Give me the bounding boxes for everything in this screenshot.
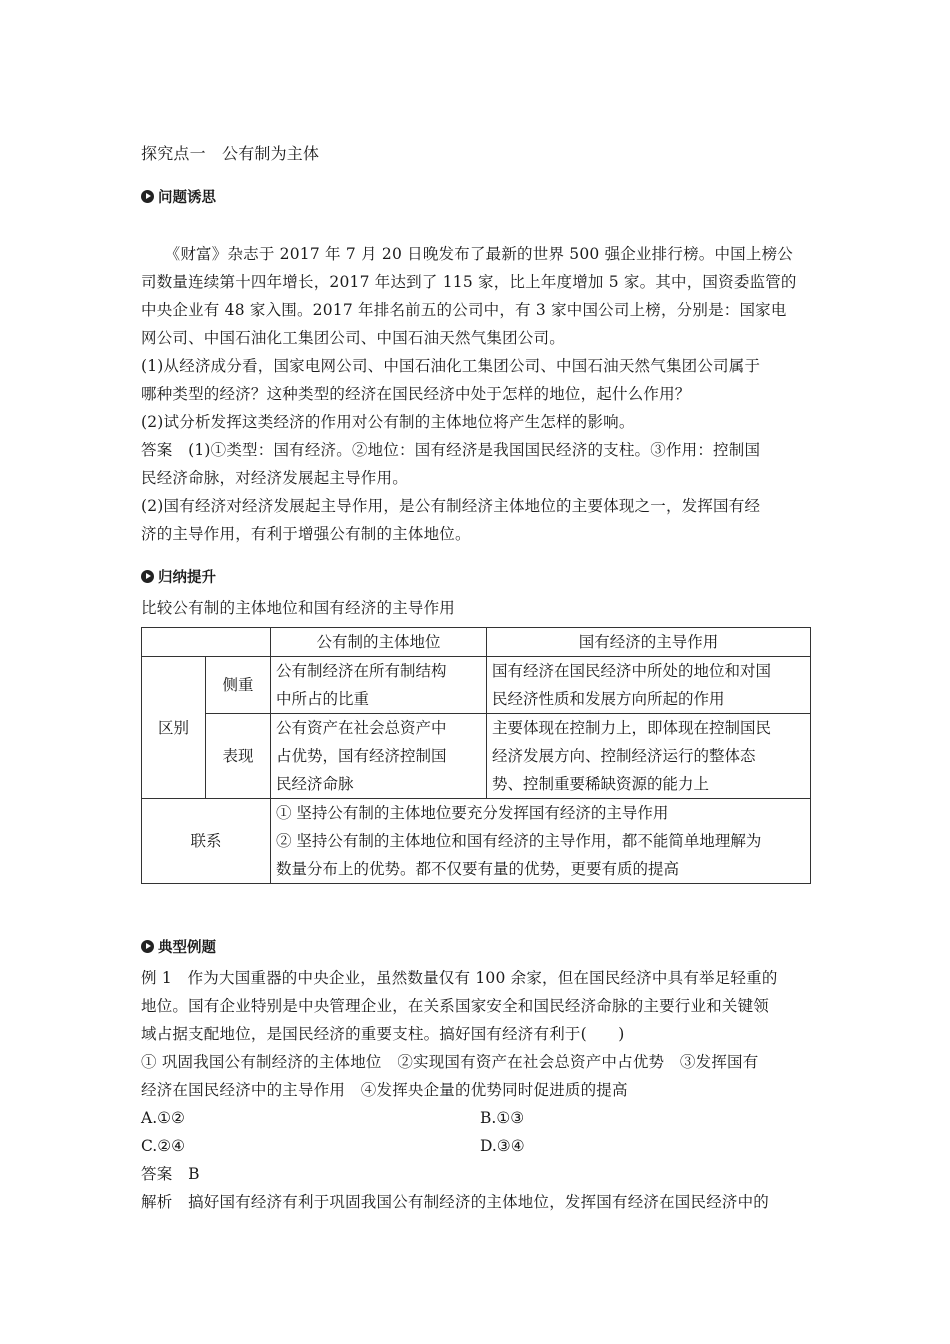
option-c: C.②④ — [141, 1137, 186, 1155]
cell-lianxi: 联系 — [142, 799, 271, 884]
section-heading-wenti: 问题诱思 — [141, 186, 216, 207]
table-caption: 比较公有制的主体地位和国有经济的主导作用 — [141, 599, 456, 617]
comparison-table — [141, 627, 811, 884]
table-row-biaoxian — [142, 714, 811, 799]
cell-cz1: 公有制经济在所有制结构 中所占的比重 — [271, 657, 487, 714]
header-gongyouzhi: 公有制的主体地位 — [271, 628, 487, 657]
cell-cz2: 国有经济在国民经济中所处的地位和对国 民经济性质和发展方向所起的作用 — [487, 657, 811, 714]
material-text: 《财富》杂志于 2017 年 7 月 20 日晚发布了最新的世界 500 强企业排行榜。中国上榜公 司数量连续第十四年增长，2017 年达到了 115 家，比上年度增加 5 家。其中，国资委监管的 中央企业有 48 家入围。2017 年排名前五的公司中，有 3 家中国公司上榜，分别是：国家电 网公司、中国石油化工集团公司、中国石油天然气集团公司。 (1)从经济成分看，国家电网公司、中国石油化工集团公司、中国石油天然气集团公司属于 哪种类型的经济？这种类型的经济在国民经济中处于怎样的地位，起什么作用？ (2)试分析发挥这类经济的作用对公有制的主体地位将产生怎样的影响。 答案 (1)①类型：国有经济。②地位：国有经济是我国国民经济的支柱。③作用：控制国 民经济命脉，对经济发展起主导作用。 (2)国有经济对经济发展起主导作用，是公有制经济主体地位的主要体现之一，发挥国有经 济的主导作用，有利于增强公有制的主体地位。 — [141, 245, 797, 543]
section-heading-dianxing: 典型例题 — [141, 936, 216, 957]
option-a: A.①② — [141, 1109, 185, 1127]
cell-bx1: 公有资产在社会总资产中 占优势，国有经济控制国 民经济命脉 — [271, 714, 487, 799]
section-heading-guina: 归纳提升 — [141, 566, 216, 587]
cell-bx2: 主要体现在控制力上，即体现在控制国民 经济发展方向、控制经济运行的整体态 势、控制重要稀缺资源的能力上 — [487, 714, 811, 799]
table-row-lianxi — [142, 799, 811, 884]
cell-qubie: 区别 — [142, 657, 206, 799]
table-header-row — [142, 628, 811, 657]
cell-lx: ① 坚持公有制的主体地位要充分发挥国有经济的主导作用 ② 坚持公有制的主体地位和国有经济的主导作用，都不能简单地理解为 数量分布上的优势。都不仅要有量的优势，更要有质的提高 — [271, 799, 811, 884]
answer: 答案 B — [141, 1165, 200, 1183]
option-d: D.③④ — [480, 1137, 525, 1155]
cell-cezhong: 侧重 — [206, 657, 271, 714]
analysis: 解析 搞好国有经济有利于巩固我国公有制经济的主体地位，发挥国有经济在国民经济中的 — [141, 1193, 770, 1211]
play-circle-icon — [141, 940, 154, 953]
cell-biaoxian: 表现 — [206, 714, 271, 799]
option-b: B.①③ — [480, 1109, 525, 1127]
table-row-cezhong — [142, 657, 811, 714]
example-text: 例 1 作为大国重器的中央企业，虽然数量仅有 100 余家，但在国民经济中具有举足轻重的 地位。国有企业特别是中央管理企业，在关系国家安全和国民经济命脉的主要行业和关键领 域占据支配地位，是国民经济的重要支柱。搞好国有经济有利于( ) ① 巩固我国公有制经济的主体地位 ②实现国有资产在社会总资产中占优势 ③发挥国有 经济在国民经济中的主导作用 ④发挥央企量的优势同时促进质的提高 — [141, 969, 778, 1099]
play-circle-icon — [141, 570, 154, 583]
header-guoyou: 国有经济的主导作用 — [487, 628, 811, 657]
play-circle-icon — [141, 190, 154, 203]
section-title: 探究点一 公有制为主体 — [141, 144, 320, 163]
